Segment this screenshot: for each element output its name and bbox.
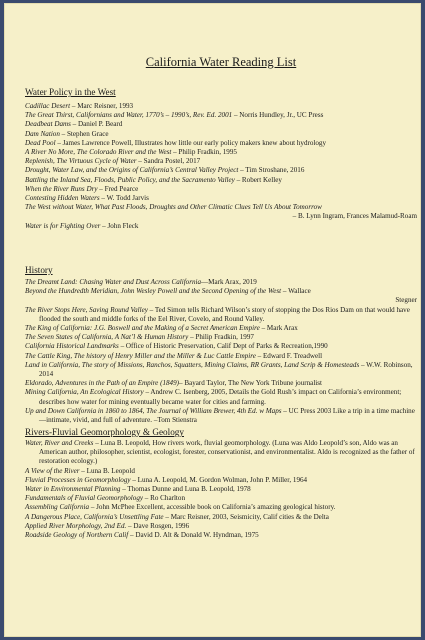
book-details: – Ted Simon tells Richard Wilson’s story of stopping the Dos Rios Dam on that would have flooded the south and middle forks of the Eel River, Covelo, and Round Valley. (39, 305, 410, 323)
book-details-continued: – B. Lynn Ingram, Frances Malamud-Roam (292, 212, 417, 221)
book-details: – John McPhee Excellent, accessible book on California’s amazing geological history. (89, 503, 336, 512)
book-details: – Marc Reisner, 2003, Seismicity, Calif cities & the Delta (163, 512, 329, 521)
book-details: – Tim Stroshane, 2016 (238, 166, 305, 175)
section-heading-rivers: Rivers-Fluvial Geomorphology & Geology (25, 427, 184, 437)
book-title: Mining California, An Ecological History (25, 388, 144, 397)
book-title: Deadbeat Dams (25, 120, 71, 129)
list-item (25, 148, 417, 157)
list-item (25, 342, 417, 351)
book-details: – Luna B. Leopold (79, 466, 135, 475)
book-title: The King of California: J.G. Boswell and the Making of a Secret American Empire (25, 324, 260, 333)
list-item (25, 324, 417, 333)
book-details: – Sandra Postel, 2017 (136, 157, 201, 166)
book-details: – Norris Hundley, Jr., UC Press (232, 111, 324, 120)
book-title: Cadillac Desert (25, 102, 71, 110)
list-item (25, 222, 417, 231)
book-title: Roadside Geology of Northern Calif (25, 531, 129, 540)
list-item (25, 388, 417, 406)
book-details-continued: Stegner (395, 296, 417, 305)
list-item (25, 531, 417, 540)
book-details: – Philip Fradkin, 1997 (188, 333, 254, 342)
list-item (25, 194, 417, 203)
book-title: The Cattle King, The history of Henry Miller and the Miller & Luc Cattle Empire (25, 351, 256, 360)
section-entries-water-policy (25, 102, 417, 231)
book-title: Applied River Morphology, 2nd Ed. (25, 521, 127, 530)
book-title: Beyond the Hundredth Meridian, John Wesley Powell and the Second Opening of the West (25, 287, 282, 296)
book-title: The Great Thirst, Californians and Water, 1770’s – 1990’s, Rev. Ed. 2001 (25, 111, 233, 120)
book-title: Fundamentals of Fluvial Geomorphology (25, 494, 144, 503)
list-item (25, 352, 417, 361)
book-title: Water, River and Creeks (25, 439, 94, 447)
book-details: – Luna A. Leopold, M. Gordon Wolman, John P. Miller, 1964 (130, 475, 308, 484)
book-title: Assembling California (25, 503, 90, 512)
list-item (25, 111, 417, 120)
book-details: – Marc Reisner, 1993 (70, 102, 134, 110)
book-details: – Daniel P. Beard (70, 120, 123, 129)
book-title: Fluvial Processes in Geomorphology (25, 475, 131, 484)
book-title: A Dangerous Place, California’s Unsettling Fate (25, 512, 164, 521)
list-item (25, 439, 417, 467)
book-details: – Stephen Grace (59, 129, 109, 138)
book-details: – Andrew C. Isenberg, 2005, Details the Gold Rush’s impact on California’s environment; describes how water for mining eventually became water for cities and farming. (39, 388, 402, 406)
book-details: – Fred Pearce (97, 184, 139, 193)
list-item (25, 467, 417, 476)
list-item (25, 185, 417, 194)
book-title: Replenish, The Virtuous Cycle of Water (25, 157, 137, 166)
list-item (25, 361, 417, 379)
book-details: – David D. Alt & Donald W. Hyndman, 1975 (128, 531, 259, 540)
book-details: – UC Press 2003 Like a trip in a time machine—intimate, vivid, and full of adventure. –Tom Stienstra (39, 406, 415, 425)
book-title: The West without Water, What Past Floods, Droughts and Other Climatic Clues Tell Us About Tomorrow (25, 203, 322, 212)
book-details: – James Lawrence Powell, Illustrates how little our early policy makers knew about hydrology (55, 138, 327, 147)
list-item (25, 522, 417, 531)
list-item (25, 176, 417, 185)
book-details: – W. Todd Jarvis (99, 194, 149, 203)
book-title: Land in California, The story of Missions, Ranchos, Squatters, Mining Claims, RR Grants, Land Scrip & Homesteads (25, 360, 360, 369)
list-item (25, 494, 417, 503)
book-title: Contesting Hidden Waters (25, 194, 100, 203)
book-title: Drought, Water Law, and the Origins of California’s Central Valley Project (25, 166, 239, 175)
list-item (25, 476, 417, 485)
book-details: – W.W. Robinson, 2014 (39, 360, 413, 379)
book-title: Water in Environmental Planning (25, 485, 121, 494)
book-title: Battling the Inland Sea, Floods, Public Policy, and the Sacramento Valley (25, 175, 235, 184)
book-details: —Mark Arax, 2019 (201, 278, 257, 286)
book-details: – Ro Charlton (143, 494, 186, 503)
list-item (25, 203, 417, 212)
list-item (25, 287, 417, 296)
book-title: Water is for Fighting Over (25, 221, 101, 230)
list-item (25, 485, 417, 494)
book-title: A River No More, The Colorado River and the West (25, 148, 172, 157)
book-title: The Seven States of California, A Nat’l & Human History (25, 333, 189, 342)
book-details: – Thomas Dunne and Luna B. Leopold, 1978 (120, 485, 251, 494)
list-item (25, 102, 417, 111)
book-details: – Bayard Taylor, The New York Tribune journalist (179, 379, 323, 388)
book-title: When the River Runs Dry (25, 184, 98, 193)
book-title: Dead Pool (25, 138, 56, 147)
book-details: – Luna B. Leopold, How rivers work, fluvial geomorphology. (Luna was Aldo Leopold’s son, Aldo was an American author, philosopher, scientist, ecologist, forester, conservationist, and environmentalist. Aldo is recognized as the father of restoration ecology.) (39, 439, 415, 466)
list-item (25, 157, 417, 166)
list-item (25, 333, 417, 342)
book-details: – Philip Fradkin, 1995 (171, 148, 237, 157)
list-item (25, 306, 417, 324)
section-heading-history: History (25, 265, 53, 275)
list-item (25, 139, 417, 148)
list-item (25, 166, 417, 175)
list-item (25, 513, 417, 522)
list-item (25, 379, 417, 388)
book-details: – Robert Kelley (234, 175, 282, 184)
list-item (25, 120, 417, 129)
list-item (25, 407, 417, 425)
section-entries-history (25, 278, 417, 425)
book-details: – Office of Historic Preservation, Calif Dept of Parks & Recreation,1990 (118, 342, 328, 351)
book-details: – Wallace (281, 287, 311, 296)
list-item (25, 130, 417, 139)
reading-list-sheet (4, 3, 421, 637)
book-details: – John Fleck (100, 221, 139, 230)
page-title: California Water Reading List (145, 55, 297, 69)
book-title: The River Stops Here, Saving Round Valley (25, 305, 148, 314)
book-title: A View of the River (25, 466, 80, 475)
list-item (25, 278, 417, 287)
book-title: Up and Down California in 1860 to 1864, The Journal of William Brewer, 4th Ed. w Maps (25, 406, 282, 415)
book-title: California Historical Landmarks (25, 342, 119, 351)
book-details: – Dave Rosgen, 1996 (126, 521, 190, 530)
section-entries-rivers (25, 439, 417, 540)
book-details: – Edward F. Treadwell (255, 351, 323, 360)
book-title: The Dreamt Land: Chasing Water and Dust Across California (25, 278, 202, 286)
section-heading-water-policy: Water Policy in the West (25, 87, 116, 97)
book-details: – Mark Arax (259, 324, 298, 333)
book-title: Dam Nation (25, 129, 60, 138)
book-title: Eldorado, Adventures in the Path of an Empire (1849) (25, 379, 180, 388)
list-item (25, 503, 417, 512)
